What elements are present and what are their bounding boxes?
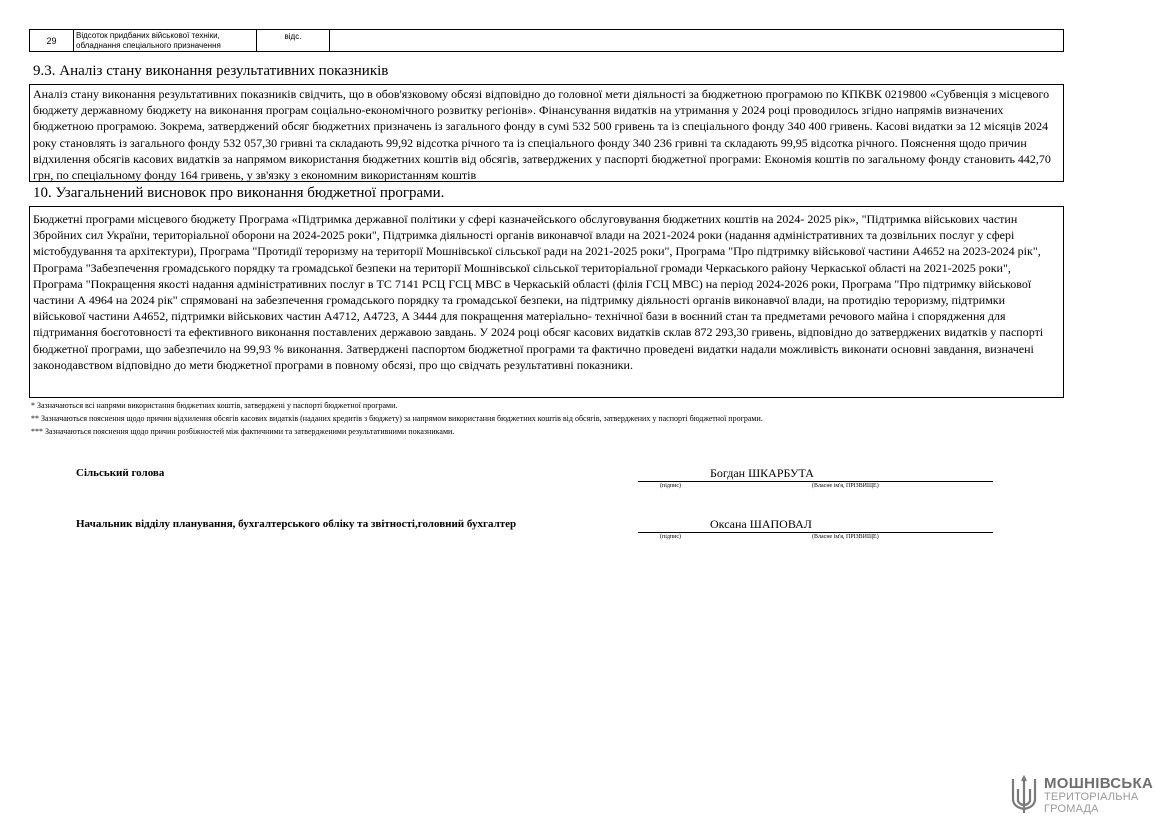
row-number: 29 [30, 30, 74, 51]
footnote-3: *** Зазначаються пояснення щодо причин розбіжностей між фактичними та затвердженими результативними показниками. [31, 427, 455, 436]
signature-caption: (підпис) [660, 483, 682, 489]
signature-name-head: Богдан ШКАРБУТА [710, 466, 814, 480]
community-logo [1010, 772, 1160, 818]
section-9-3-text: Аналіз стану виконання результативних показників свідчить, що в обов'язковому обсязі відповідно до головної мети діяльності за бюджетною програмою по КПКВК 0219800 «Субвенція з місцевого бюджету державному бюджету на виконання програм соціально-економічного розвитку регіонів». Фінансування видатків на утримання у 2024 році проводилось згідно напрямів визначених бюджетною програмою. Зокрема, затверджений обсяг бюджетних призначень із загального фонду в сумі 532 500 гривень та із спеціального фонду 340 400 гривень. Касові видатки за 12 місяців 2024 року становлять із загального фонду 532 057,30 гривні та складають 99,92 відсотка річного та із спеціального фонду 340 236 гривні та складають 99,95 відсотка річного. Пояснення щодо причин відхилення обсягів касових видатків за напрямом використання бюджетних коштів від обсягів, затверджених у паспорті бюджетної програми: Економія коштів по загальному фонду становить 442,70 грн, по спеціальному фонду 164 гривень, у зв'язку з економним використанням коштів [29, 84, 1064, 182]
name-caption: (Власне ім'я, ПРІЗВИЩЕ) [812, 483, 879, 489]
signature-caption: (підпис) [660, 534, 682, 540]
signature-title-accountant: Начальник відділу планування, бухгалтерського обліку та звітності,головний бухгалтер [76, 518, 517, 530]
section-10-text: Бюджетні програми місцевого бюджету Програма «Підтримка державної політики у сфері казначейського обслуговування бюджетних коштів на 2024- 2025 рік», "Підтримка військових частин Збройних сил України, територіальної оборони на 2024-2025 роки", Підтримка діяльності органів виконавчої влади на 2021-2024 роки (надання адміністративних та дозвільних послуг у сфері містобудування та архітектури), Програма "Протидії тероризму на території Мошнівської сільської ради на 2021-2025 роки", Програма "Про підтримку військової частини А4652 на 2023-2024 рік", Програма "Забезпечення громадського порядку та громадської безпеки на території Мошнівської сільської територіальної громади Черкаського району Черкаської області на 2021-2025 роки", Програма "Покращення якості надання адміністративних послуг в ТС 7141 РСЦ ГСЦ МВС в Черкаській області (філія ГСЦ МВС) на період 2024-2026 роки, Програма "Про підтримку військової частини А 4964 на 2024 рік" спрямовані на забезпечення громадського порядку та громадської безпеки, на підтримку діяльності органів виконавчої влади, на протидію тероризму, підтримки військової частини А4652, підтримки військових частин А4712, А4723, А 3444 для покращення матеріально- технічної бази в воєнний стан та предметами речового майна і спорядження для підтримання боєготовності та ефективного виконання поставлених державою завдань. У 2024 році обсяг касових видатків склав 872 293,30 гривень, відповідно до затверджених видатків у паспорті бюджетної програми, що забезпечило на 99,93 % виконання. Затверджені паспортом бюджетної програми та фактично проведені видатки надали можливість виконати основні завдання, визначені законодавством відповідно до мети бюджетної програми в повному обсязі, про що свідчать результативні показники. [29, 206, 1064, 398]
signature-line [638, 532, 993, 533]
footnotes [31, 399, 763, 438]
logo-line2: ТЕРИТОРІАЛЬНА [1044, 790, 1139, 803]
signature-line [638, 481, 993, 482]
footnote-2: ** Зазначаються пояснення щодо причин відхилення обсягів касових видатків (наданих кредитів з бюджету) за напрямом використання бюджетних коштів від обсягів, затверджених у паспорті бюджетної програми. [31, 414, 763, 423]
name-caption: (Власне ім'я, ПРІЗВИЩЕ) [812, 534, 879, 540]
indicator-name: Відсоток придбаних військової техніки, обладнання спеціального призначення [74, 30, 257, 51]
section-9-3-title: 9.3. Аналіз стану виконання результативних показників [33, 63, 389, 79]
empty-cell [330, 30, 1063, 51]
logo-line3: ГРОМАДА [1044, 802, 1099, 815]
logo-line1: МОШНІВСЬКА [1044, 774, 1154, 792]
signature-name-accountant: Оксана ШАПОВАЛ [710, 517, 812, 531]
signature-title-head: Сільський голова [76, 467, 165, 479]
indicator-table-row [29, 29, 1064, 52]
trident-icon [1010, 775, 1038, 815]
section-10-title: 10. Узагальнений висновок про виконання бюджетної програми. [33, 185, 445, 201]
unit-cell: відс. [257, 30, 330, 51]
footnote-1: * Зазначаються всі напрями використання бюджетних коштів, затверджені у паспорті бюджетної програми. [31, 401, 398, 410]
